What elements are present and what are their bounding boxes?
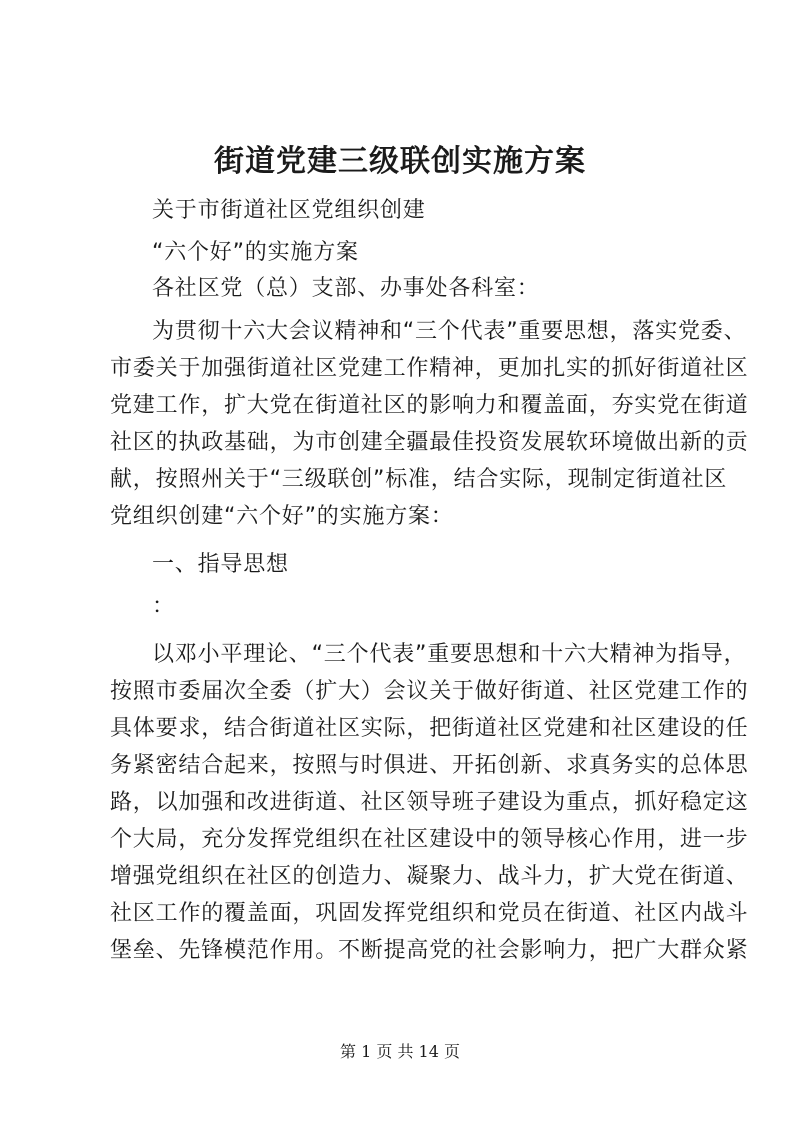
document-title: 街道党建三级联创实施方案 [214,144,586,179]
paragraph-line: 堡垒、先锋模范作用。不断提高党的社会影响力，把广大群众紧 [110,938,749,963]
paragraph-line: 按照市委届次全委（扩大）会议关于做好街道、社区党建工作的 [110,679,749,704]
paragraph-line: 以邓小平理论、“三个代表”重要思想和十六大精神为指导， [152,642,747,667]
paragraph-line: 献，按照州关于“三级联创”标准，结合实际，现制定街道社区 [110,467,728,492]
paragraph-line: 党组织创建“六个好”的实施方案： [110,504,454,529]
paragraph-line: 路，以加强和改进街道、社区领导班子建设为重点，抓好稳定这 [110,790,749,815]
section-heading: 一、指导思想 [152,552,289,577]
paragraph-line: 为贯彻十六大会议精神和“三个代表”重要思想，落实党委、 [152,319,747,344]
subtitle-line-1: 关于市街道社区党组织创建 [152,198,426,223]
salutation: 各社区党（总）支部、办事处各科室： [152,276,540,301]
paragraph-line: 具体要求，结合街道社区实际，把街道社区党建和社区建设的任 [110,716,749,741]
paragraph-line: 务紧密结合起来，按照与时俱进、开拓创新、求真务实的总体思 [110,753,749,778]
page-number: 第 1 页 共 14 页 [340,1042,460,1061]
paragraph-line: 个大局，充分发挥党组织在社区建设中的领导核心作用，进一步 [110,827,749,852]
paragraph-line: 增强党组织在社区的创造力、凝聚力、战斗力，扩大党在街道、 [110,864,749,889]
paragraph-line: 社区工作的覆盖面，巩固发挥党组织和党员在街道、社区内战斗 [110,901,749,926]
paragraph-line: 党建工作，扩大党在街道社区的影响力和覆盖面，夯实党在街道 [110,393,749,418]
colon-line: ： [152,594,175,619]
paragraph-line: 市委关于加强街道社区党建工作精神，更加扎实的抓好街道社区 [110,356,749,381]
paragraph-line: 社区的执政基础，为市创建全疆最佳投资发展软环境做出新的贡 [110,430,749,455]
subtitle-line-2: “六个好”的实施方案 [152,240,359,265]
